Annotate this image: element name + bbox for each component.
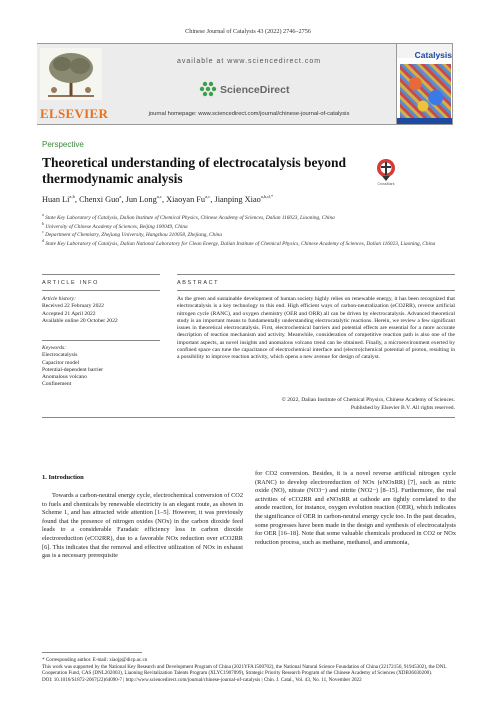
author-name[interactable]: Chenxi Guo	[79, 194, 120, 204]
affiliation-marker: d	[42, 237, 44, 243]
divider	[42, 340, 160, 341]
body-text-right: for CO2 conversion. Besides, it is a novel reverse artificial nitrogen cycle (RANC) to develop electroreduction of NOx (eNOxRR) [7], such as nitric oxide (NO), nitrate (NO3−) and nitrite (NO2−) [8–15]. Furthermore, the real activities of eCO2RR and eNOxRR at cathode are tightly correlated to the anode reaction, for instance, oxygen evolution reaction (OER), which indicates the significance of OER in carbon-neutral energy cycle too. In the past decades, some progresses have been made in the design and synthesis of electrocatalysts for OER [16–18]. Note that some valuable chemicals produced in CO2 or NOx reduction process, such as methane, methanol, and ammonia,	[255, 470, 456, 546]
affiliation-text: Department of Chemistry, Zhejiang University, Hangzhou 310058, Zhejiang, China	[45, 231, 222, 238]
author-affil-marker: a,c	[156, 194, 162, 199]
history-label: Article history:	[42, 296, 77, 302]
author-affil-marker: a,b	[69, 194, 75, 199]
doi-line[interactable]: DOI: 10.1016/S1872-2067(22)64090-7 | http://www.sciencedirect.com/journal/chinese-journal-of-catalysis | Chin. J. Catal., Vol. 43, No. 11, November 2022	[42, 676, 362, 683]
section-heading-introduction: 1. Introduction	[42, 474, 84, 481]
received-date: Received 22 February 2022	[42, 303, 104, 310]
cover-title: Catalysis	[414, 50, 452, 60]
affiliation-marker: a	[42, 212, 44, 217]
cover-artwork	[400, 64, 451, 120]
keyword: Capacitor model	[42, 359, 80, 366]
author-list: Huan Li$^{a,b}$, Chenxi Guo$^a$, Jun Long$^{a,c}$, Xiaoyan Fu$^{a,c}$, Jianping Xiao$^{a,b,d,*}$	[42, 194, 274, 204]
elsevier-logo-text: ELSEVIER	[40, 106, 109, 121]
divider	[177, 274, 455, 275]
journal-cover-image[interactable]	[396, 43, 453, 125]
affiliation	[42, 237, 462, 248]
divider	[42, 290, 160, 291]
available-date: Available online 20 October 2022	[42, 317, 118, 324]
author-name[interactable]: Jianping Xiao	[214, 194, 261, 204]
funding-note: This work was supported by the National Key Research and Development Program of China (2021YFA1500702), the National Natural Science Foundation of China (22172156, 91945302), the DNL Cooperation Fund, CAS (DNL202003), Liaoning Revitalization Talents Program (XLYC1907099), Strategic Priority Research Program of the Chinese Academy of Sciences (XDB36030200).	[42, 663, 447, 676]
keyword: Anomalous volcano	[42, 374, 87, 381]
sciencedirect-logo-text: ScienceDirect	[220, 84, 290, 96]
keyword: Confinement	[42, 381, 72, 388]
author-affil-marker: a,c	[205, 194, 211, 199]
divider	[177, 290, 455, 291]
author-affil-marker: a	[119, 194, 122, 199]
affiliation-marker: c	[42, 229, 44, 234]
divider	[42, 417, 455, 418]
copyright-line: © 2022, Dalian Institute of Chemical Physics, Chinese Academy of Sciences.	[281, 397, 455, 403]
journal-homepage-link[interactable]: journal homepage: www.sciencedirect.com/journal/chinese-journal-of-catalysis	[148, 111, 350, 117]
author-affil-marker: a,b,d,*	[260, 194, 274, 199]
author-name[interactable]: Jun Long	[125, 194, 157, 204]
corresponding-author-note: * Corresponding author. E-mail: xiaojp@dicp.ac.cn	[42, 657, 148, 663]
affiliation-text: State Key Laboratory of Catalysis, Dalian Institute of Chemical Physics, Chinese Academy of Sciences, Dalian 116023, Liaoning, China	[45, 214, 335, 221]
crossmark-label: CrossMark	[377, 182, 395, 186]
affiliation-marker: b	[42, 220, 44, 226]
accepted-date: Accepted 21 April 2022	[42, 310, 96, 317]
keywords-block	[42, 345, 160, 389]
body-text-left: Towards a carbon-neutral energy cycle, electrochemical conversion of CO2 to fuels and chemicals by renewable electricity is an elegant route, as shown in Scheme 1, and has attracted wide attention [1–5]. However, it was previously found that the presence of nitrogen oxides (NOx) in the carbon dioxide feed leads to a considerable Faradaic efficiency loss in carbon dioxide electroreduction (eCO2RR), due to a favorable NOx reduction over eCO2RR [6]. This indicates that the removal and effective utilization of NOx in exhaust gas is a necessary prerequisite	[42, 492, 243, 560]
abstract-heading: ABSTRACT	[177, 280, 220, 286]
author-name[interactable]: Huan Li	[42, 194, 70, 204]
author-name[interactable]: Xiaoyan Fu	[166, 194, 206, 204]
article-title: Theoretical understanding of electrocatalysis beyond thermodynamic analysis	[42, 155, 346, 186]
elsevier-tree-logo-icon	[40, 48, 102, 100]
affiliation-text: State Key Laboratory of Catalysis, Dalian National Laboratory for Clean Energy, Dalian Institute of Chemical Physics, Chinese Academy of Sciences, Dalian 116023, Liaoning, China	[45, 240, 436, 247]
footnotes	[42, 657, 455, 683]
copyright-line: Published by Elsevier B.V. All rights reserved.	[350, 405, 455, 411]
footnote-divider	[42, 652, 142, 653]
article-info-heading: ARTICLE INFO	[42, 280, 99, 286]
affiliation-text: University of Chinese Academy of Sciences, Beijing 100049, China	[45, 223, 188, 230]
keyword: Electrocatalysis	[42, 352, 78, 359]
keywords-label: Keywords:	[42, 345, 67, 351]
keyword: Potential-dependent barrier	[42, 366, 104, 373]
article-history	[42, 296, 160, 325]
available-at-link[interactable]: available at www.sciencedirect.com	[176, 58, 322, 65]
divider	[42, 274, 160, 275]
cover-strip	[397, 118, 453, 124]
abstract-text: As the green and sustainable development of human society highly relies on renewable energy, it has been recognized that electrocatalysis is a key technology to this end. High efficient ways of carbon-neutralization (eCO2RR), reverse artificial nitrogen cycle (RANC), and oxygen chemistry (OER and ORR) all can be driven by electrocatalysis. Advanced theoretical study is an important means to fundamentally understanding electrocatalytic reactions. Herein, we review a few significant issues in theoretical electrocatalysis. First, electrochemical barriers and potential effects are essential for a more accurate description of reaction mechanism and activity. Meanwhile, consideration of competitive reaction path is also one of the important aspects, as novel insights and anomalous volcano trend can be obtained. Finally, a microenvironment exerted by confined space can tune the capacitance of electrochemical interface and (electro)chemical potential of proton, resulting in a possibility to improve reaction activity, which opens a new avenue for design of catalyst.	[177, 296, 455, 361]
article-type: Perspective	[42, 140, 84, 149]
journal-citation: Chinese Journal of Catalysis 43 (2022) 2746–2756	[185, 28, 311, 35]
